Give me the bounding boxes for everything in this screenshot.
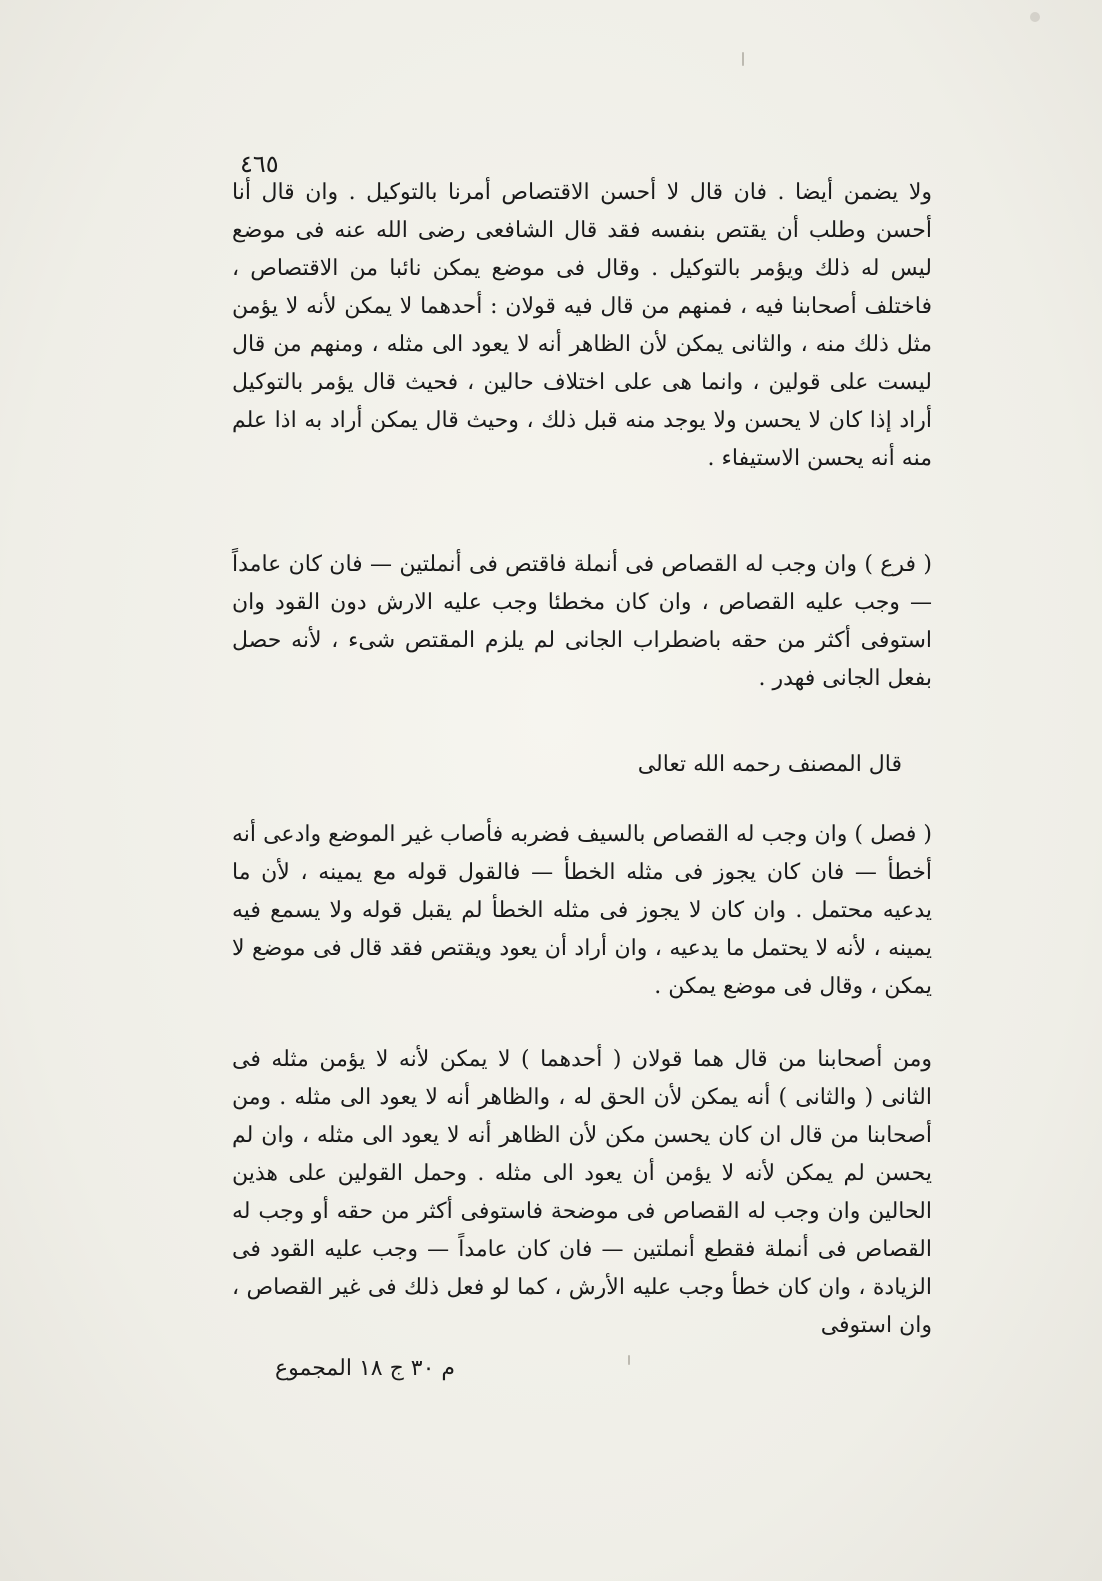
paragraph-3 xyxy=(232,816,932,1006)
paragraph-text: ولا يضمن أيضا . فان قال لا أحسن الاقتصاص أمرنا بالتوكيل . وان قال أنا أحسن وطلب أن يقتص بنفسه فقد قال الشافعى رضى الله عنه فى موضع ليس له ذلك ويؤمر بالتوكيل . وقال فى موضع يمكن نائبا من الاقتصاص ، فاختلف أصحابنا فيه ، فمنهم من قال فيه قولان : أحدهما لا يمكن لأنه لا يؤمن مثل ذلك منه ، والثانى يمكن لأن الظاهر أنه لا يعود الى مثله ، ومنهم من قال ليست على قولين ، وانما هى على اختلاف حالين ، فحيث قال يؤمر بالتوكيل أراد إذا كان لا يحسن ولا يوجد منه قبل ذلك ، وحيث قال يمكن أراد به اذا علم منه أنه يحسن الاستيفاء . xyxy=(232,180,932,471)
paragraph-4 xyxy=(232,1041,932,1345)
section-heading: قال المصنف رحمه الله تعالى xyxy=(637,752,902,777)
page-number: ٤٦٥ xyxy=(240,150,279,178)
paragraph-2 xyxy=(232,546,932,698)
paragraph-1 xyxy=(232,174,932,478)
footer-signature: م ٣٠ ج ١٨ المجموع xyxy=(275,1356,456,1381)
paragraph-text: ( فصل ) وان وجب له القصاص بالسيف فضربه فأصاب غير الموضع وادعى أنه أخطأ — فان كان يجوز فى مثله الخطأ — فالقول قوله مع يمينه ، لأن ما يدعيه محتمل . وان كان لا يجوز فى مثله الخطأ لم يقبل قوله ولا يسمع فيه يمينه ، لأنه لا يحتمل ما يدعيه ، وان أراد أن يعود ويقتص فقد قال فى موضع لا يمكن ، وقال فى موضع يمكن . xyxy=(232,822,932,999)
paper-speck xyxy=(1030,12,1040,22)
paper-speck xyxy=(742,52,744,66)
paragraph-text: ومن أصحابنا من قال هما قولان ( أحدهما ) لا يمكن لأنه لا يؤمن مثله فى الثانى ( والثانى ) أنه يمكن لأن الحق له ، والظاهر أنه لا يعود الى مثله . ومن أصحابنا من قال ان كان يحسن مكن لأن الظاهر أنه لا يعود الى مثله ، وان لم يحسن لم يمكن لأنه لا يؤمن أن يعود الى مثله . وحمل القولين على هذين الحالين وان وجب له القصاص فى موضحة فاستوفى أكثر من حقه أو وجب له القصاص فى أنملة فقطع أنملتين — فان كان عامداً — وجب عليه القود فى الزيادة ، وان كان خطأ وجب عليه الأرش ، كما لو فعل ذلك فى غير القصاص ، وان استوفى xyxy=(232,1047,932,1338)
paper-speck xyxy=(628,1355,630,1365)
paragraph-text: ( فرع ) وان وجب له القصاص فى أنملة فاقتص فى أنملتين — فان كان عامداً — وجب عليه القصاص ، وان كان مخطئا وجب عليه الارش دون القود وان استوفى أكثر من حقه باضطراب الجانى لم يلزم المقتص شىء ، لأنه حصل بفعل الجانى فهدر . xyxy=(232,552,932,691)
